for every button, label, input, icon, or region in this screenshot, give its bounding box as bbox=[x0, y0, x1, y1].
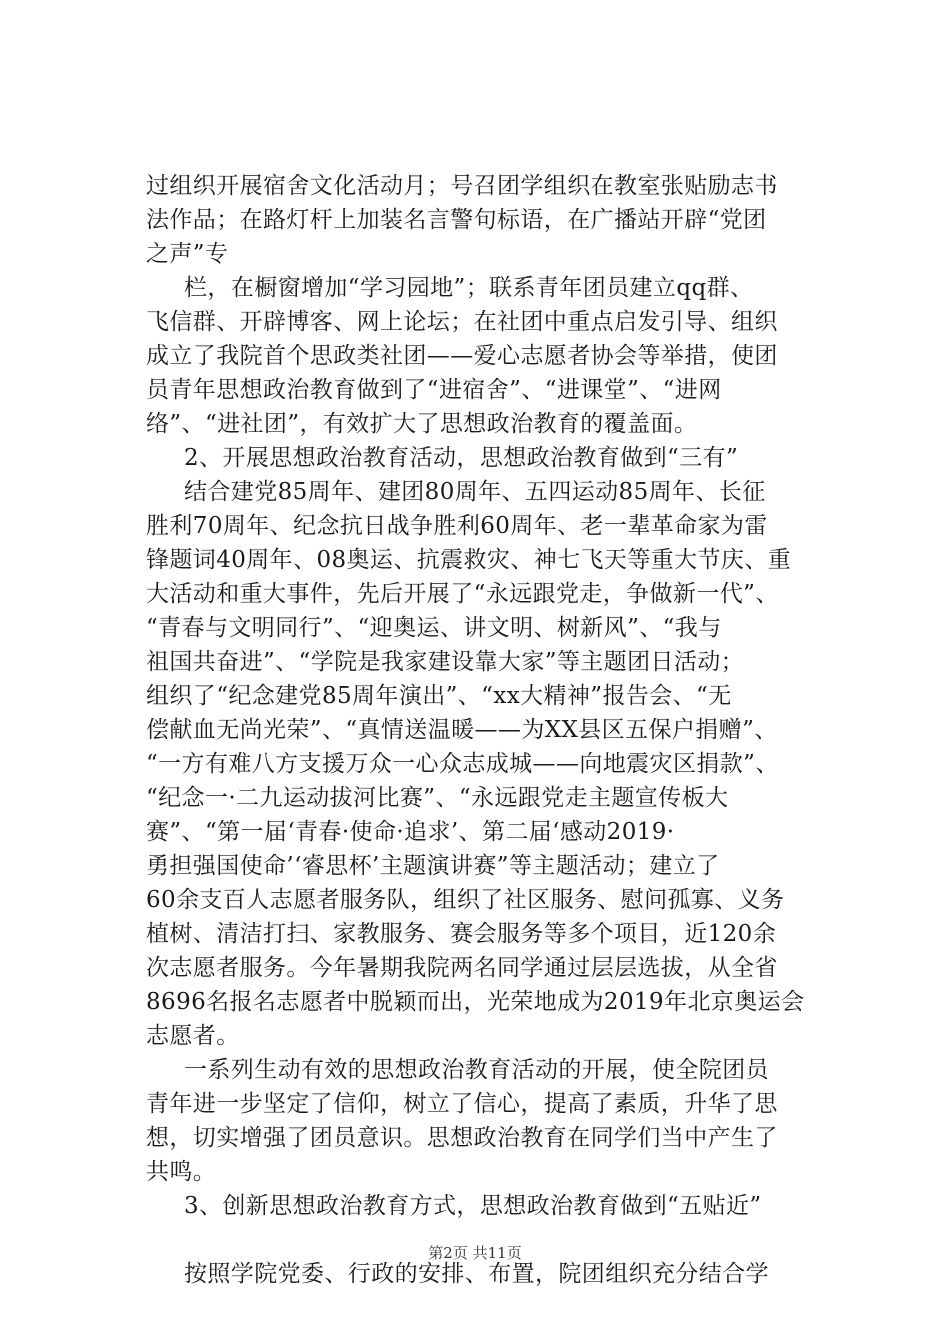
text-line: 赛”、“第一届‘青春·使命·追求’、第二届‘感动2019· bbox=[146, 819, 675, 845]
text-line: 60余支百人志愿者服务队，组织了社区服务、慰问孤寡、义务 bbox=[146, 887, 785, 913]
text-line: 员青年思想政治教育做到了“进宿舍”、“进课堂”、“进网 bbox=[146, 377, 722, 403]
section-heading: 2、开展思想政治教育活动，思想政治教育做到“三有” bbox=[184, 445, 739, 471]
text-line: 成立了我院首个思政类社团——爱心志愿者协会等举措，使团 bbox=[146, 343, 778, 369]
text-line: 青年进一步坚定了信仰，树立了信心，提高了素质，升华了思 bbox=[146, 1091, 778, 1117]
text-line: 结合建党85周年、建团80周年、五四运动85周年、长征 bbox=[184, 479, 766, 505]
text-line: 8696名报名志愿者中脱颖而出，光荣地成为2019年北京奥运会 bbox=[146, 989, 805, 1015]
text-line: 勇担强国使命’‘睿思杯’主题演讲赛”等主题活动；建立了 bbox=[146, 853, 720, 879]
text-line: 志愿者。 bbox=[146, 1023, 240, 1049]
text-line: 栏，在橱窗增加“学习园地”；联系青年团员建立qq群、 bbox=[184, 275, 754, 301]
text-line: 络”、“进社团”，有效扩大了思想政治教育的覆盖面。 bbox=[146, 411, 698, 437]
text-line: 法作品；在路灯杆上加装名言警句标语，在广播站开辟“党团 bbox=[146, 207, 767, 233]
section-heading: 3、创新思想政治教育方式，思想政治教育做到“五贴近” bbox=[184, 1193, 762, 1219]
text-line: 一系列生动有效的思想政治教育活动的开展，使全院团员 bbox=[184, 1057, 769, 1083]
text-line: 大活动和重大事件，先后开展了“永远跟党走，争做新一代”、 bbox=[146, 581, 779, 607]
text-line: 想，切实增强了团员意识。思想政治教育在同学们当中产生了 bbox=[146, 1125, 778, 1151]
text-line: 之声”专 bbox=[146, 241, 229, 267]
text-line: 按照学院党委、行政的安排、布置，院团组织充分结合学 bbox=[184, 1261, 769, 1287]
text-line: 植树、清洁打扫、家教服务、赛会服务等多个项目，近120余 bbox=[146, 921, 777, 947]
text-line: 共鸣。 bbox=[146, 1159, 217, 1185]
text-line: 飞信群、开辟博客、网上论坛；在社团中重点启发引导、组织 bbox=[146, 309, 778, 335]
text-line: 胜利70周年、纪念抗日战争胜利60周年、老一辈革命家为雷 bbox=[146, 513, 768, 539]
text-line: 锋题词40周年、08奥运、抗震救灾、神七飞天等重大节庆、重 bbox=[146, 547, 792, 573]
text-line: 次志愿者服务。今年暑期我院两名同学通过层层选拔，从全省 bbox=[146, 955, 778, 981]
text-line: “纪念一·二九运动拔河比赛”、“永远跟党走主题宣传板大 bbox=[146, 785, 729, 811]
text-line: “一方有难八方支援万众一心众志成城——向地震灾区捐款”、 bbox=[146, 751, 779, 777]
document-body bbox=[146, 169, 826, 1291]
text-line: 组织了“纪念建党85周年演出”、“xx大精神”报告会、“无 bbox=[146, 683, 732, 709]
text-line: “青春与文明同行”、“迎奥运、讲文明、树新风”、“我与 bbox=[146, 615, 722, 641]
text-line: 祖国共奋进”、“学院是我家建设靠大家”等主题团日活动； bbox=[146, 649, 745, 675]
text-line: 过组织开展宿舍文化活动月；号召团学组织在教室张贴励志书 bbox=[146, 173, 778, 199]
page-number-footer: 第2页 共11页 bbox=[428, 1244, 522, 1262]
text-line: 偿献血无尚光荣”、“真情送温暖——为XX县区五保户捐赠”、 bbox=[146, 717, 778, 743]
